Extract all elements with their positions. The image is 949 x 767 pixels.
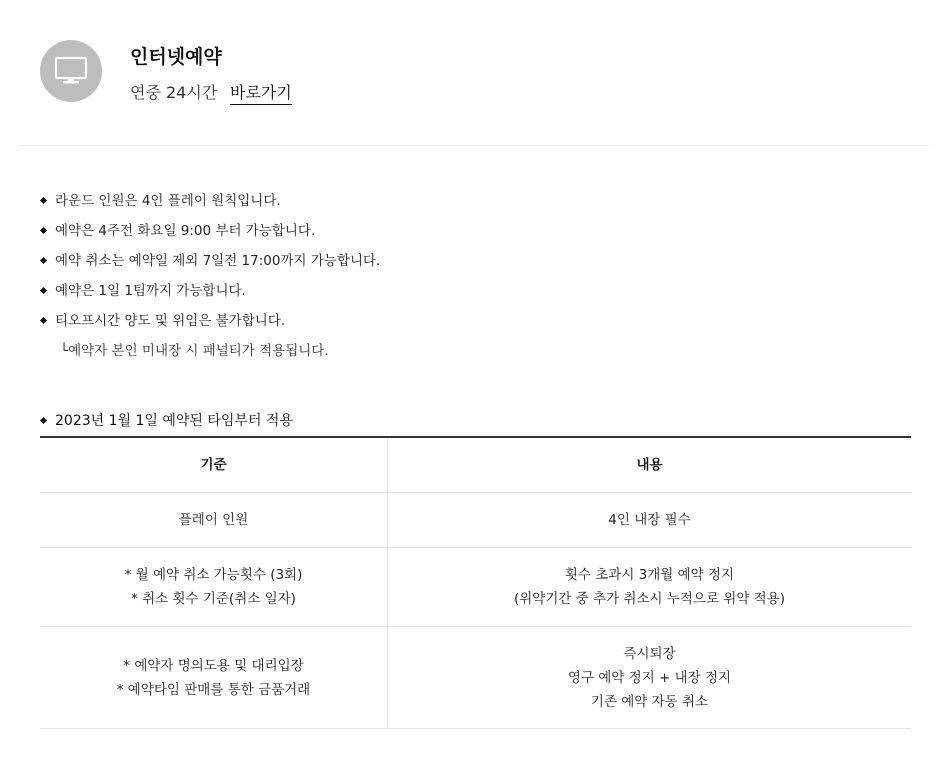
table-row	[40, 627, 911, 729]
criteria-line: * 예약자 명의도용 및 대리입장	[123, 657, 304, 674]
note-item: 라운드 인원은 4인 플레이 원칙입니다.	[40, 190, 380, 220]
criteria-line: * 취소 횟수 기준(취소 일자)	[131, 591, 296, 607]
content-cell	[388, 548, 912, 627]
note-item: 예약 취소는 예약일 제외 7일전 17:00까지 가능합니다.	[40, 250, 380, 280]
reservation-header	[40, 40, 920, 110]
note-item: 예약은 4주전 화요일 9:00 부터 가능합니다.	[40, 220, 380, 250]
content-cell	[388, 627, 912, 729]
note-item: 티오프시간 양도 및 위임은 불가합니다.	[40, 310, 380, 340]
content-line: (위약기간 중 추가 취소시 누적으로 위약 적용)	[513, 591, 786, 607]
content-cell	[388, 493, 912, 548]
criteria-cell	[40, 548, 388, 627]
divider	[20, 145, 930, 146]
monitor-icon-circle	[40, 40, 102, 102]
section-title: 2023년 1월 1일 예약된 타임부터 적용	[40, 410, 293, 432]
content-line: 4인 내장 필수	[608, 512, 691, 528]
monitor-icon	[54, 56, 88, 86]
note-sub-item: └예약자 본인 미내장 시 패널티가 적용됩니다.	[60, 343, 329, 359]
reservation-notes-list	[40, 190, 380, 370]
criteria-cell	[40, 627, 388, 729]
table-header-row	[40, 437, 911, 493]
column-header-content: 내용	[388, 437, 912, 493]
criteria-line: * 월 예약 취소 가능횟수 (3회)	[124, 567, 303, 583]
note-item: 예약은 1일 1팀까지 가능합니다.	[40, 280, 380, 310]
criteria-line: 플레이 인원	[178, 512, 249, 528]
penalty-rules-table	[40, 436, 911, 729]
column-header-criteria: 기준	[40, 437, 388, 493]
reservation-hours: 연중 24시간	[130, 83, 218, 102]
content-line: 즉시퇴장	[623, 645, 676, 662]
content-line: 기존 예약 자동 취소	[590, 693, 709, 710]
content-line: 영구 예약 정지 + 내장 정지	[567, 669, 732, 686]
table-row	[40, 548, 911, 627]
go-to-reservation-link[interactable]: 바로가기	[230, 80, 292, 105]
criteria-cell	[40, 493, 388, 548]
table-row	[40, 493, 911, 548]
content-line: 횟수 초과시 3개월 예약 정지	[564, 567, 735, 583]
page-title: 인터넷예약	[130, 46, 222, 68]
criteria-line: * 예약타임 판매를 통한 금품거래	[116, 681, 311, 698]
